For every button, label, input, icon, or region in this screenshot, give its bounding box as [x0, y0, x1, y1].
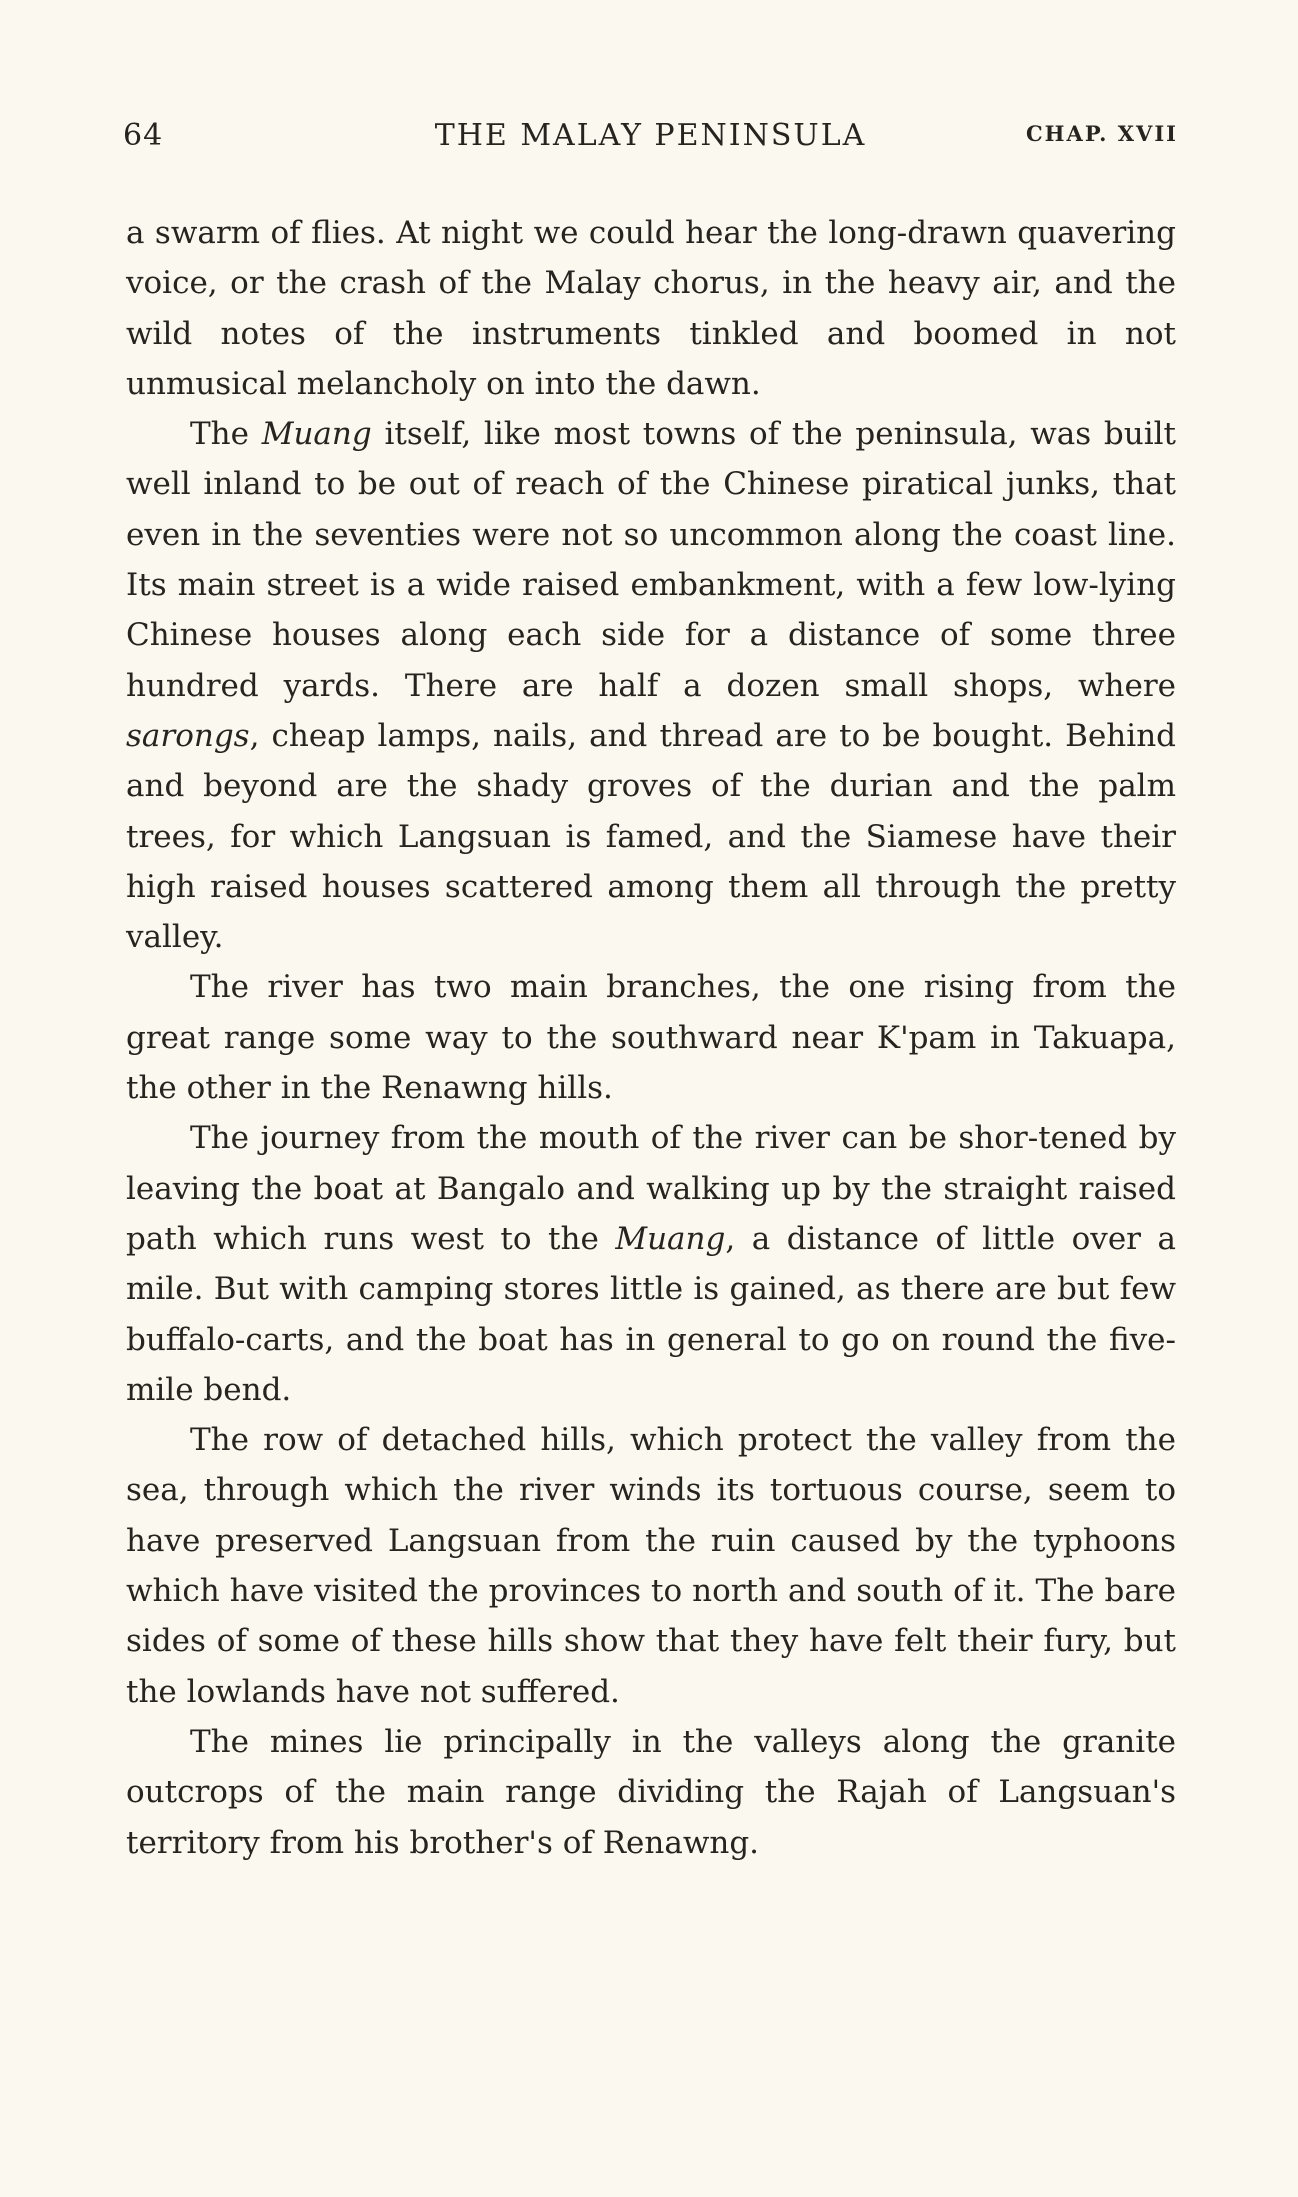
paragraph-text: The row of detached hills, which protect the valley from the sea, through which the river winds its tortuous course, seem to have preserved Langsuan from the ruin caused by the typhoons which have visited the provinces to north and south of it. The bare sides of some of these hills show that they have felt their fury, but the lowlands have not suffered. — [126, 1422, 1176, 1710]
paragraph-continued — [126, 208, 1176, 409]
running-title: THE MALAY PENINSULA — [434, 118, 867, 153]
page-number: 64 — [123, 118, 164, 153]
paragraph-text: itself, like most towns of the peninsula, was built well inland to be out of reach of the Chinese piratical junks, that even in the seventies were not so uncommon along the coast line. Its main street is a wide raised embankment, with a few low-lying Chinese houses along each side for a distance of some three hundred yards. There are half a dozen small shops, where — [126, 416, 1177, 704]
body-text — [126, 208, 1176, 1868]
paragraph-hills — [126, 1415, 1176, 1717]
paragraph-text: The river has two main branches, the one rising from the great range some way to the southward near K'pam in Takuapa, the other in the Renawng hills. — [126, 969, 1176, 1107]
paragraph-text: a swarm of flies. At night we could hear the long-drawn quavering voice, or the crash of the Malay chorus, in the heavy air, and the wild notes of the instruments tinkled and boomed in not unmusical melancholy on into the dawn. — [126, 215, 1176, 402]
paragraph-text: The mines lie principally in the valleys along the granite outcrops of the main range dividing the Rajah of Langsuan's territory from his brother's of Renawng. — [126, 1723, 1176, 1861]
paragraph-mines — [126, 1717, 1176, 1868]
chapter-label: CHAP. XVII — [1025, 121, 1178, 146]
paragraph-text: The journey from the mouth of the river can be shor-tened by leaving the boat at Bangalo and walking up by the straight raised path which runs west to the — [126, 1120, 1176, 1257]
page-header — [123, 118, 1178, 158]
paragraph-river — [126, 962, 1176, 1113]
paragraph-muang-town — [126, 409, 1176, 962]
paragraph-text: , a distance of little over a mile. But with camping stores little is gained, as there are but few buffalo-carts, and the boat has in general to go on round the five-mile bend. — [126, 1220, 1176, 1408]
italic-term: Muang — [615, 1220, 726, 1257]
paragraph-text: , cheap lamps, nails, and thread are to be bought. Behind and beyond are the shady groves of the durian and the palm trees, for which Langsuan is famed, and the Siamese have their high raised houses scattered among them all through the pretty valley. — [126, 717, 1176, 956]
paragraph-journey — [126, 1113, 1176, 1415]
paragraph-text: The — [190, 416, 262, 453]
italic-term: Muang — [261, 416, 372, 453]
italic-term: sarongs — [126, 717, 250, 754]
